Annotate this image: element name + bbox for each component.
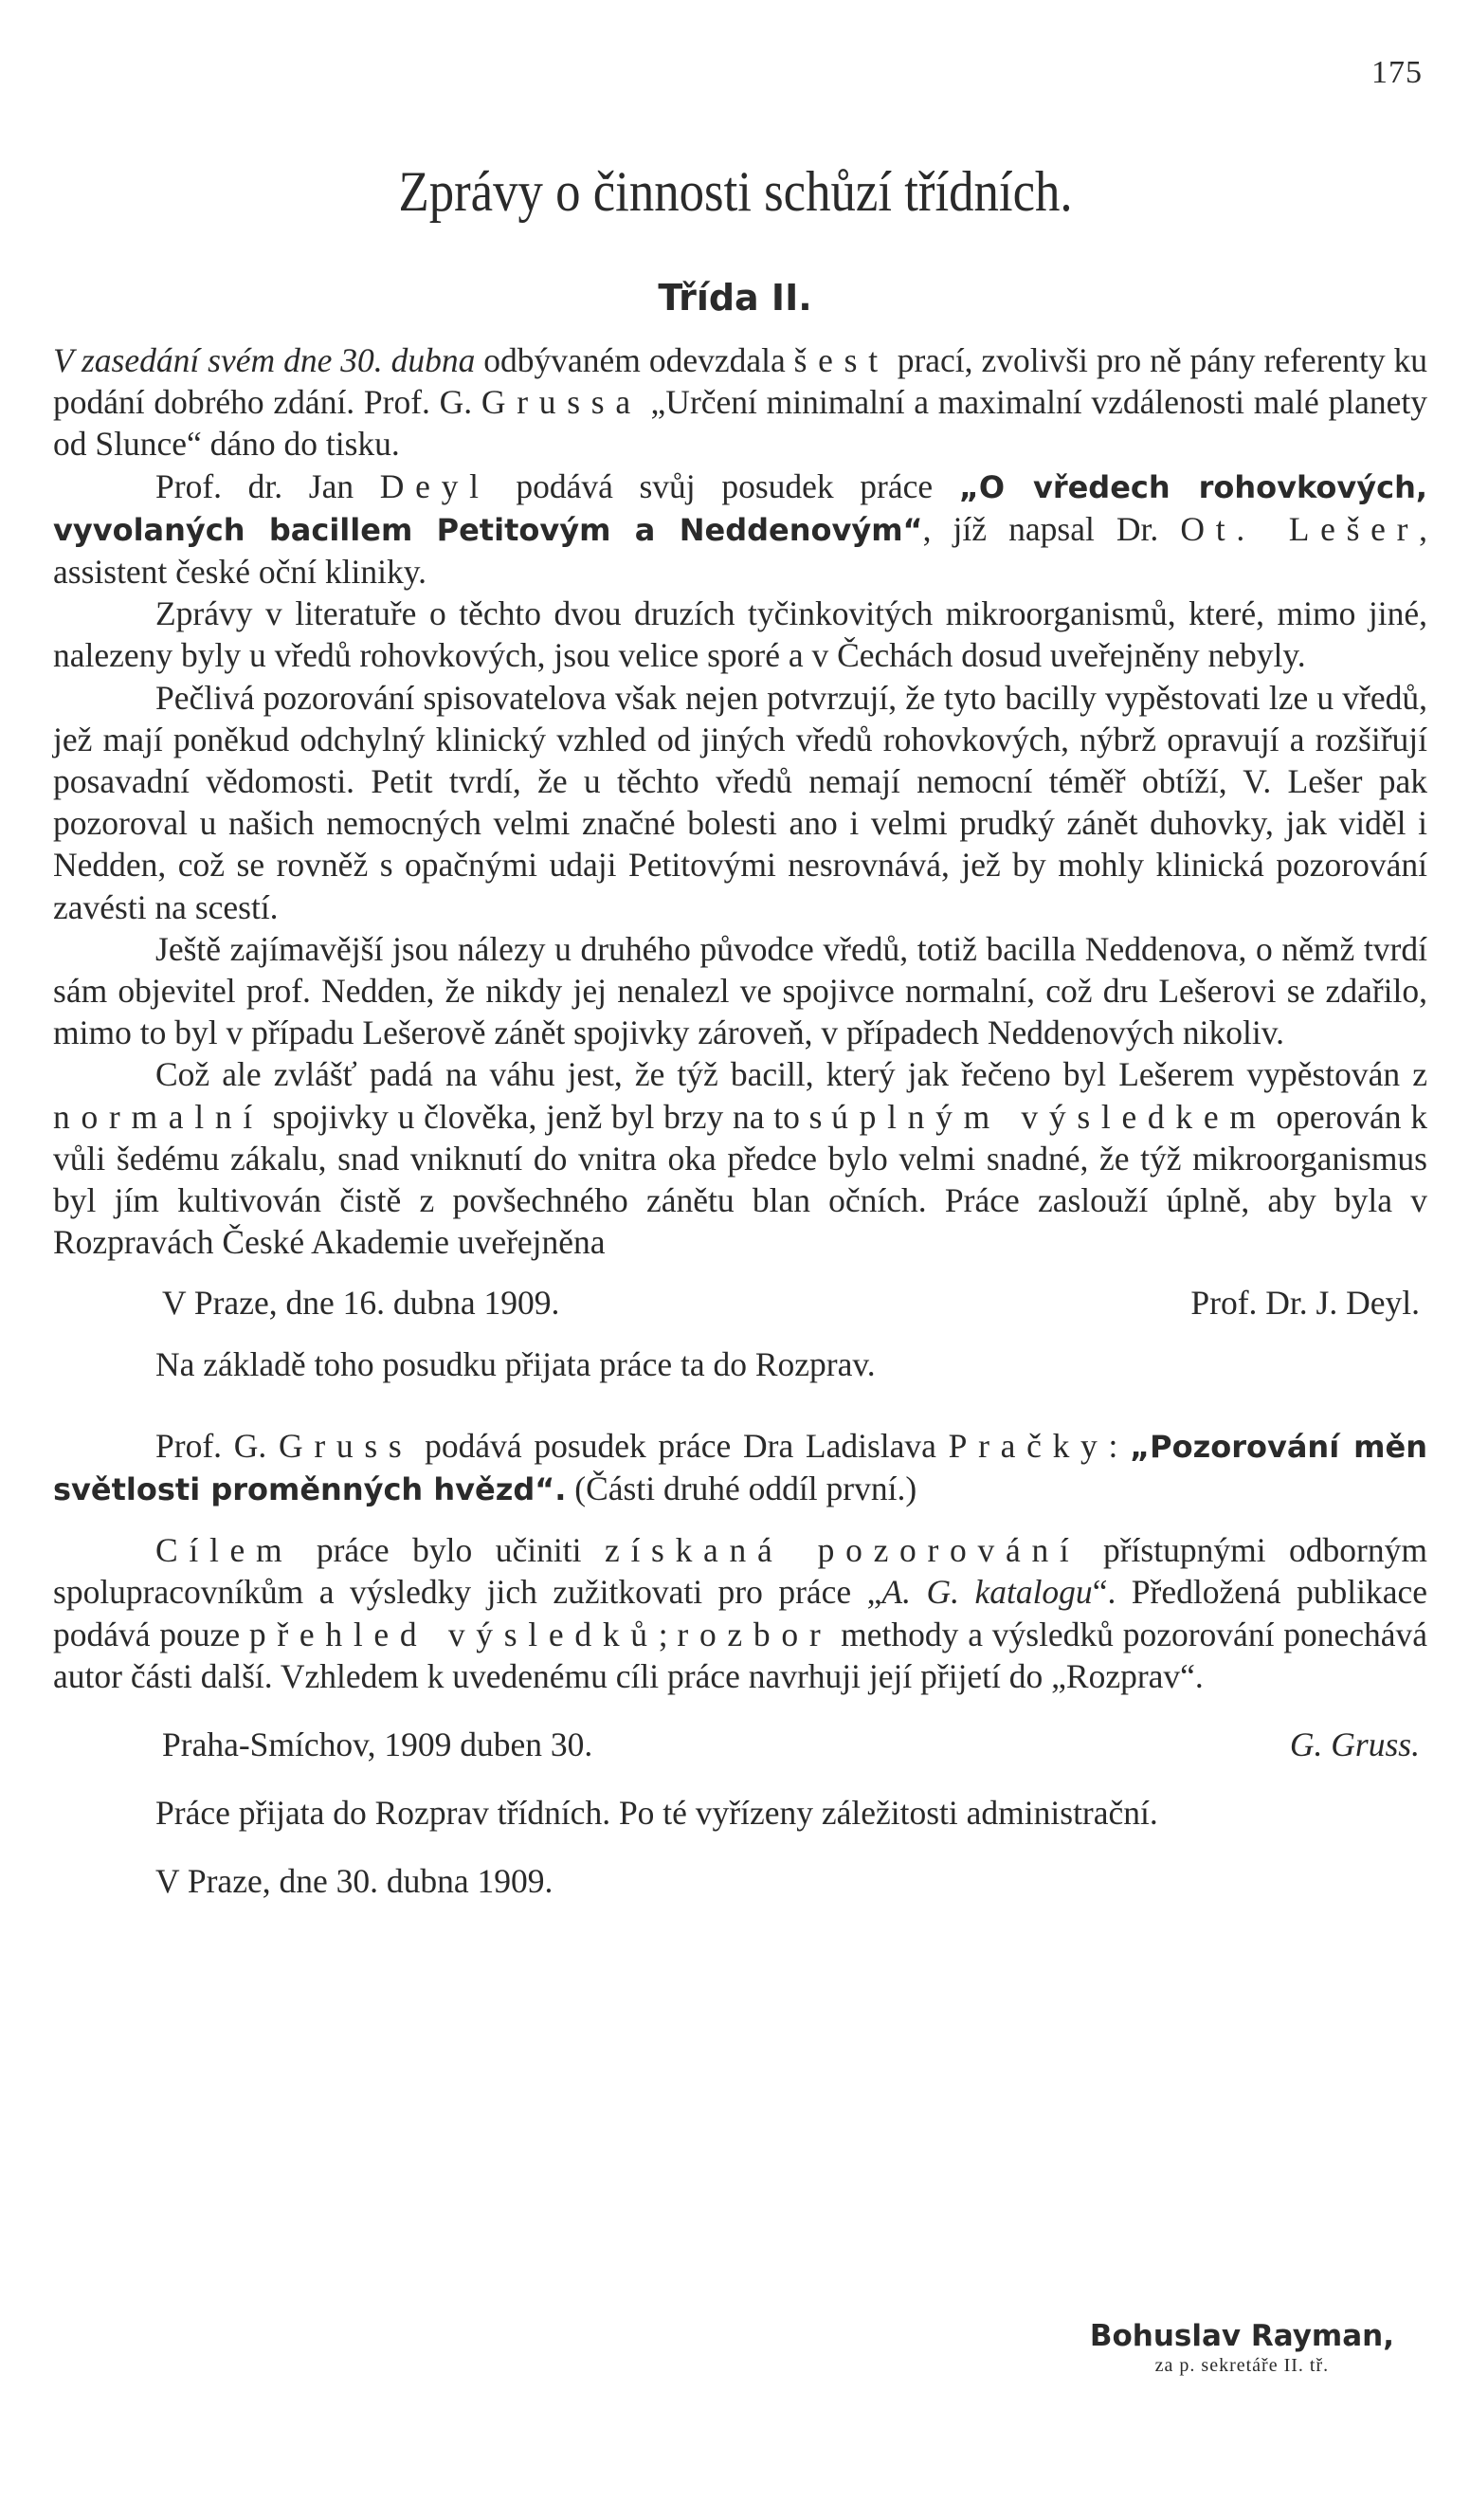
text-span: , assistent české oční kliniky. (53, 509, 1428, 592)
catalogue-italic: A. G. katalogu (881, 1573, 1093, 1612)
paragraph-deyl-review (53, 466, 1427, 593)
closing-date: V Praze, dne 30. dubna 1909. (155, 1862, 554, 1901)
author-name-spaced: Ot. Lešer (1180, 509, 1420, 548)
paragraph-observations: Pečlivá pozorování spisovatelova však nejen potvrzují, že tyto bacilly vypěstovati lze u vředů, jež mají poněkud odchylný klinický vzhled od jiných vředů rohovkových, nýbrž opravují a rozšiřují posavadní vědomosti. Petit tvrdí, že u těchto vředů nemají nemocní téměř obtíží, V. Lešer pak pozoroval u našich nemocných velmi značné bolesti ano i velmi prudký zánět duhovky, jak viděl i Nedden, což se rovněž s opačnými udaji Petitovými nesrovnává, jež by mohly klinická pozorování zavésti na scestí. (53, 678, 1427, 926)
work-title-bold: „O vředech rohovkových, vyvolaných bacillem Petitovým a Neddenovým“ (53, 468, 1428, 548)
text-span: “. Předložená publikace podává pouze (53, 1573, 1427, 1653)
spaced-word: normalní (53, 1097, 263, 1136)
session-date-italic: V zasedání svém dne 30. dubna (53, 341, 476, 379)
paragraph-accepted: Na základě toho posudku přijata práce ta do Rozprav. (155, 1344, 876, 1383)
spaced-phrase: úplným výsledkem (831, 1097, 1267, 1136)
text-span: (Části druhé oddíl první.) (566, 1470, 917, 1508)
signer-role: za p. sekretáře II. tř. (1154, 2355, 1330, 2376)
spaced-phrase: získaná pozorování (604, 1531, 1080, 1570)
signature-line-deyl (53, 1282, 1427, 1324)
text-span: methody a výsledků pozorování ponechává autor části další. Vzhledem k uvedenému cíli práce navrhuji její přijetí do „Rozprav“. (53, 1615, 1427, 1695)
signer-name: Bohuslav Rayman, (1089, 2319, 1394, 2353)
paragraph-gruss-review (53, 1425, 1427, 1510)
text-span: : (1108, 1426, 1131, 1465)
page-title: Zprávy o činnosti schůzí třídních. (398, 160, 1073, 223)
signer-block (1090, 2319, 1394, 2377)
spaced-word: rozbor (677, 1615, 832, 1653)
paragraph-findings: Ještě zajímavější jsou nálezy u druhého původce vředů, totiž bacilla Neddenova, o němž tvrdí sám objevitel prof. Nedden, že nikdy jej nenalezl ve spojivce normalní, což dru Lešerovi se zdařilo, mimo to byl v případu Lešerově zánět spojivky zároveň, v případech Neddenových nikoliv. (53, 929, 1427, 1052)
class-heading: Třída II. (658, 277, 812, 319)
page-number: 175 (1371, 55, 1423, 90)
text-span: Což ale zvlášť padá na váhu jest, že týž bacill, který jak řečeno byl Lešerem vypěstován z (155, 1055, 1427, 1094)
report-body (53, 339, 1427, 1903)
text-span: práce bylo učiniti (293, 1531, 605, 1570)
text-span: Prof. G. (155, 1426, 279, 1465)
text-span: podává svůj posudek práce (489, 466, 959, 505)
signature-place-date: V Praze, dne 16. dubna 1909. (162, 1284, 560, 1323)
text-span: ; (658, 1615, 678, 1653)
reviewer-name-spaced: Gruss (278, 1426, 413, 1465)
author-name-spaced: Pračky (948, 1426, 1109, 1465)
author-name-spaced: Grussa (481, 383, 642, 422)
signature-name: Prof. Dr. J. Deyl. (1190, 1284, 1420, 1323)
paragraph-literature: Zprávy v literatuře o těchto dvou druzích tyčinkovitých mikroorganismů, které, mimo jiné, nalezeny byly u vředů rohovkových, jsou velice sporé a v Čechách dosud uveřejněny nebyly. (53, 594, 1427, 675)
text-span: prací, zvolivši pro ně pány referenty ku podání dobrého zdání. Prof. G. (53, 341, 1428, 422)
spaced-word: Cílem (155, 1531, 294, 1570)
text-span: operován k vůli šedému zákalu, snad vniknutí do vnitra oka předce bylo velmi snadné, že týž mikroorganismus byl jím kultivován čistě z povšechného zánětu blan očních. Práce zaslouží úplně, aby byla v Rozpravách České Akademie uveřejněna (53, 1097, 1427, 1262)
reviewer-name-spaced: Deyl (379, 466, 490, 505)
spaced-phrase: přehled výsledků (248, 1615, 659, 1653)
signature-place-date: Praha-Smíchov, 1909 duben 30. (162, 1726, 593, 1764)
paragraph-session (53, 339, 1427, 466)
signature-name: G. Gruss. (1289, 1726, 1420, 1764)
text-span: odbývaném odevzdala (475, 341, 794, 379)
paragraph-aim (53, 1529, 1427, 1697)
signature-line-gruss (53, 1724, 1427, 1765)
text-span: Prof. dr. Jan (155, 466, 380, 505)
paragraph-conclusion (53, 1053, 1427, 1263)
text-span: spojivky u člověka, jenž byl brzy na to s (263, 1097, 832, 1136)
work-title-bold: „Pozorování měn světlosti proměnných hvězd“. (53, 1428, 1427, 1508)
text-span: přístupnými odborným spolupracovníkům a výsledky jich zužitkovati pro práce „ (53, 1531, 1427, 1612)
paragraph-administrative: Práce přijata do Rozprav třídních. Po té vyřízeny záležitosti administrační. (155, 1794, 1158, 1833)
text-span: podává posudek práce Dra Ladislava (412, 1426, 949, 1465)
text-span: „Určení minimalní a maximalní vzdálenosti malé planety od Slunce“ dáno do tisku. (53, 383, 1427, 464)
text-span: , jíž napsal Dr. (922, 509, 1181, 548)
spaced-word: šest (793, 341, 889, 379)
